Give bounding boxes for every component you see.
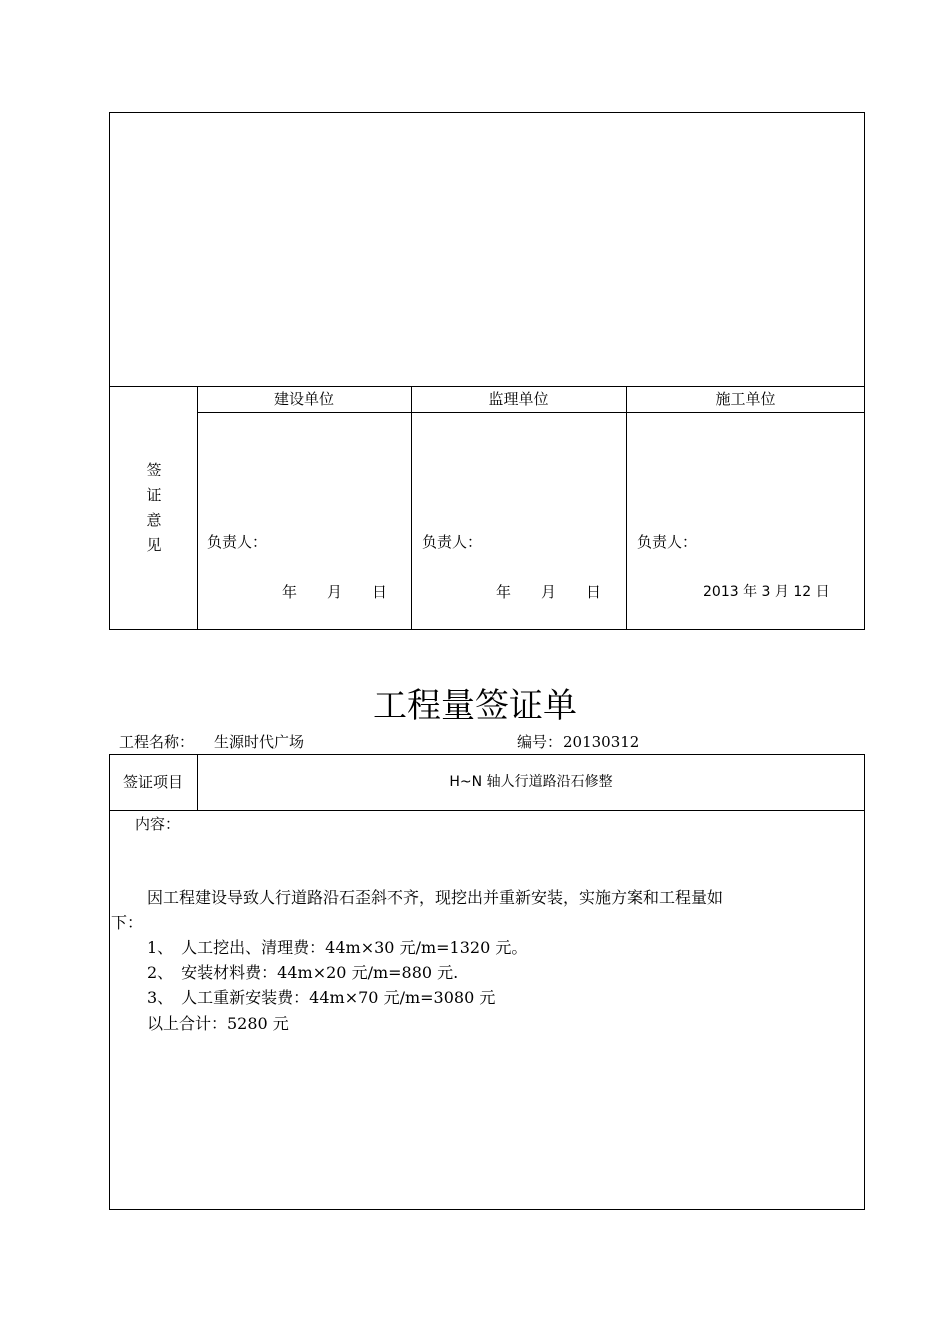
page-title: 工程量签证单 (373, 686, 577, 726)
content-paragraph-cont: 下： (111, 913, 144, 932)
column-header-supervision: 监理单位 (488, 390, 549, 408)
date-field: 2013 年 3 月 12 日 (703, 584, 830, 600)
project-name-label: 工程名称： (119, 733, 195, 751)
divider (109, 386, 865, 387)
divider (109, 810, 865, 811)
column-header-contractor: 施工单位 (715, 390, 776, 408)
responsible-label: 负责人： (207, 533, 268, 551)
divider (411, 386, 412, 630)
list-item: 3、 人工重新安装费：44m×70 元/m=3080 元 (147, 988, 496, 1007)
list-item: 1、 人工挖出、清理费：44m×30 元/m=1320 元。 (147, 938, 528, 957)
number-value: 20130312 (563, 733, 640, 751)
sign-opinion-char: 签 (146, 461, 162, 479)
item-value: H~N 轴人行道路沿石修整 (449, 774, 613, 790)
divider (626, 386, 627, 630)
content-paragraph: 因工程建设导致人行道路沿石歪斜不齐，现挖出并重新安装，实施方案和工程量如 (147, 888, 724, 907)
sign-opinion-char: 见 (146, 536, 162, 554)
divider (197, 386, 198, 630)
list-item: 2、 安装材料费：44m×20 元/m=880 元. (147, 963, 459, 982)
sign-opinion-char: 意 (146, 511, 162, 529)
column-header-construction: 建设单位 (273, 390, 334, 408)
number-label: 编号： (517, 733, 563, 751)
total-line: 以上合计：5280 元 (147, 1014, 289, 1033)
responsible-label: 负责人： (422, 533, 483, 551)
project-name: 生源时代广场 (214, 733, 305, 751)
sign-opinion-label (139, 458, 169, 558)
date-field: 年 月 日 (282, 583, 388, 601)
responsible-label: 负责人： (637, 533, 698, 551)
item-label: 签证项目 (122, 773, 183, 791)
divider (197, 412, 865, 413)
content-label: 内容： (135, 815, 181, 833)
sign-opinion-char: 证 (146, 486, 162, 504)
date-field: 年 月 日 (496, 583, 602, 601)
top-form-frame (109, 112, 865, 630)
